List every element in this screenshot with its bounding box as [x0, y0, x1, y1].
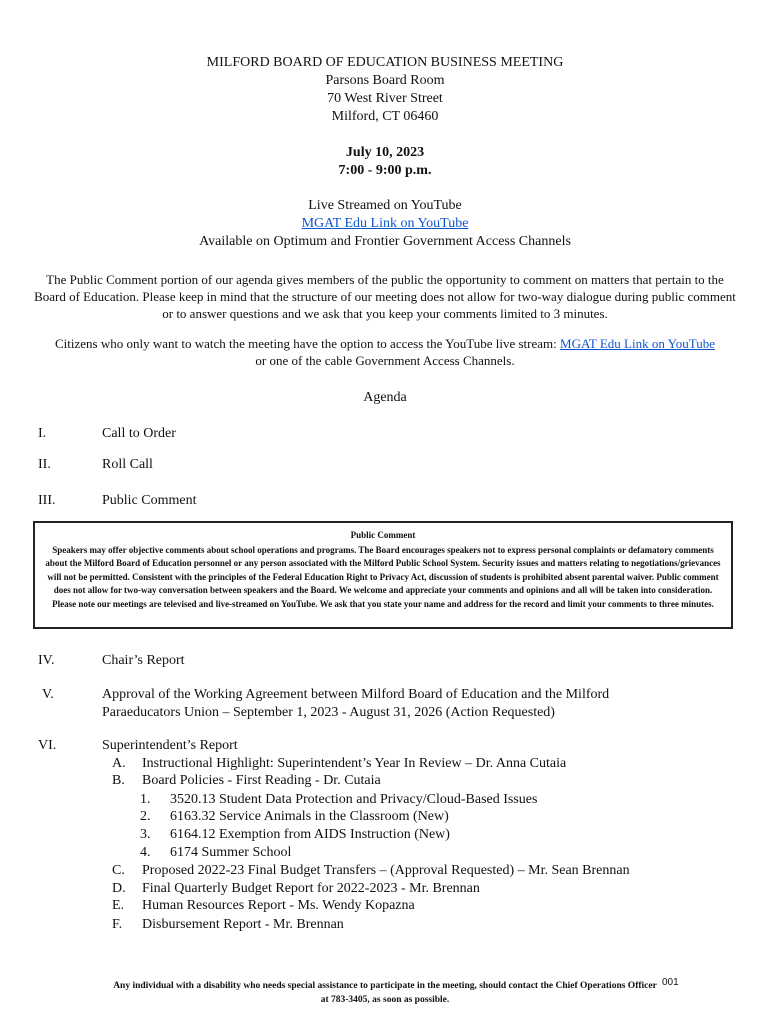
- meeting-time: 7:00 - 9:00 p.m.: [338, 163, 432, 178]
- subitem-label: D.: [112, 881, 126, 896]
- agenda-text: Roll Call: [102, 457, 153, 472]
- watch-youtube-link[interactable]: MGAT Edu Link on YouTube: [560, 336, 715, 351]
- agenda-text: Public Comment: [102, 493, 197, 508]
- public-comment-box: [33, 521, 733, 629]
- policy-number: 3.: [140, 827, 151, 842]
- agenda-number: II.: [38, 457, 51, 472]
- channels-text: Available on Optimum and Frontier Government Access Channels: [199, 234, 571, 249]
- agenda-text: Superintendent’s Report: [102, 738, 238, 753]
- public-comment-intro: The Public Comment portion of our agenda gives members of the public the opportunity to comment on matters that pertain to the Board of Education. Please keep in mind that the structure of our meeting does not allow for two-way dialogue during public comment or to answer questions and we ask that you keep your comments limited to 3 minutes.: [34, 272, 736, 321]
- meeting-title: MILFORD BOARD OF EDUCATION BUSINESS MEETING: [206, 55, 564, 70]
- agenda-heading: Agenda: [363, 390, 407, 405]
- subitem-text: Board Policies - First Reading - Dr. Cutaia: [142, 773, 381, 788]
- policy-number: 2.: [140, 809, 151, 824]
- subitem-label: B.: [112, 773, 125, 788]
- agenda-text: Chair’s Report: [102, 653, 185, 668]
- policy-number: 4.: [140, 845, 151, 860]
- public-comment-box-body: Speakers may offer objective comments about school operations and programs. The Board encourages speakers not to express personal complaints or defamatory comments about the Milford Board of Education personnel or any person associated with the Milford Public School System. Security issues and matters relating to negotiations/grievances will not be permitted. Consistent with the principles of the Federal Education Right to Privacy Act, discussion of students is prohibited absent parental waiver. Public comment does not allow for two-way conversation between speakers and the Board. We welcome and appreciate your comments and opinions and all will be taken into consideration. Please note our meetings are televised and live-streamed on YouTube. We ask that you state your name and address for the record and limit your comments to three minutes.: [45, 544, 721, 609]
- agenda-number: V.: [42, 687, 54, 702]
- subitem-text: Final Quarterly Budget Report for 2022-2023 - Mr. Brennan: [142, 881, 480, 896]
- watch-paragraph: [50, 335, 720, 369]
- accessibility-notice: Any individual with a disability who needs special assistance to participate in the meeting, should contact the Chief Operations Officer at 783-3405, as soon as possible.: [113, 981, 657, 1005]
- watch-suffix: or one of the cable Government Access Channels.: [255, 353, 515, 368]
- policy-number: 1.: [140, 792, 151, 807]
- agenda-number: I.: [38, 426, 47, 441]
- youtube-link[interactable]: MGAT Edu Link on YouTube: [301, 216, 469, 231]
- subitem-text: Human Resources Report - Ms. Wendy Kopazna: [142, 898, 415, 913]
- agenda-number: III.: [38, 493, 56, 508]
- policy-text: 3520.13 Student Data Protection and Privacy/Cloud-Based Issues: [170, 792, 538, 807]
- subitem-label: C.: [112, 863, 125, 878]
- subitem-label: E.: [112, 898, 125, 913]
- agenda-number: IV.: [38, 653, 55, 668]
- agenda-text: Call to Order: [102, 426, 176, 441]
- meeting-city: Milford, CT 06460: [331, 109, 439, 124]
- agenda-item: [0, 686, 770, 722]
- meeting-room: Parsons Board Room: [325, 73, 445, 88]
- subitem-text: Instructional Highlight: Superintendent’s Year In Review – Dr. Anna Cutaia: [142, 756, 567, 771]
- subitem-label: A.: [112, 756, 126, 771]
- meeting-date: July 10, 2023: [345, 145, 425, 160]
- policy-text: 6163.32 Service Animals in the Classroom (New): [170, 809, 449, 824]
- subitem-label: F.: [112, 917, 123, 932]
- watch-prefix: Citizens who only want to watch the meeting have the option to access the YouTube live stream:: [55, 336, 561, 351]
- agenda-number: VI.: [38, 738, 57, 753]
- policy-text: 6174 Summer School: [170, 845, 292, 860]
- stream-link-row: [0, 215, 770, 233]
- policy-text: 6164.12 Exemption from AIDS Instruction (New): [170, 827, 450, 842]
- subitem-text: Disbursement Report - Mr. Brennan: [142, 917, 344, 932]
- page-number: 001: [662, 977, 679, 988]
- public-comment-box-title: Public Comment: [350, 530, 416, 540]
- meeting-street: 70 West River Street: [327, 91, 443, 106]
- stream-text: Live Streamed on YouTube: [308, 198, 462, 213]
- subitem-text: Proposed 2022-23 Final Budget Transfers – (Approval Requested) – Mr. Sean Brennan: [142, 863, 630, 878]
- agenda-text: Approval of the Working Agreement between Milford Board of Education and the Milford Paraeducators Union – September 1, 2023 - August 31, 2026 (Action Requested): [102, 687, 610, 720]
